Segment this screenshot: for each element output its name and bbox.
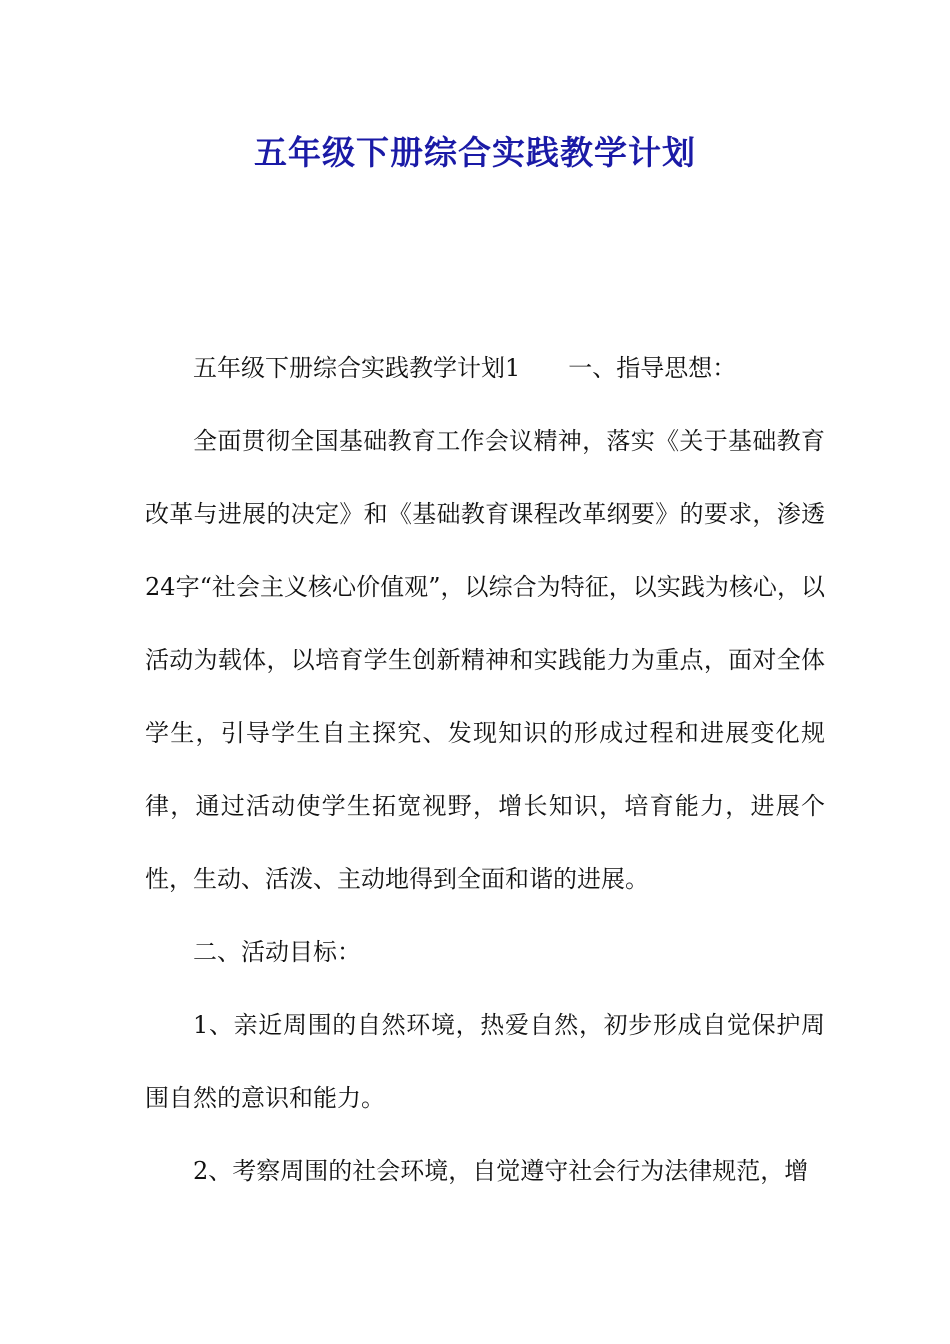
- paragraph-guiding-thought: 全面贯彻全国基础教育工作会议精神，落实《关于基础教育改革与进展的决定》和《基础教育课程改革纲要》的要求，渗透24字“社会主义核心价值观”，以综合为特征，以实践为核心，以活动为载体，以培育学生创新精神和实践能力为重点，面对全体学生，引导学生自主探究、发现知识的形成过程和进展变化规律，通过活动使学生拓宽视野，增长知识，培育能力，进展个性，生动、活泼、主动地得到全面和谐的进展。: [145, 427, 825, 893]
- document-body: [145, 332, 825, 1208]
- paragraph-heading-1: [145, 332, 825, 405]
- list-item: 2、考察周围的社会环境，自觉遵守社会行为法律规范，增: [193, 1157, 809, 1185]
- section-heading: 二、活动目标：: [193, 938, 361, 966]
- list-item: 1、亲近周围的自然环境，热爱自然，初步形成自觉保护周围自然的意识和能力。: [145, 1011, 825, 1112]
- plan-subtitle: 五年级下册综合实践教学计划1: [193, 354, 521, 382]
- document-title: 五年级下册综合实践教学计划: [254, 133, 696, 172]
- section-heading: 一、指导思想：: [568, 354, 737, 382]
